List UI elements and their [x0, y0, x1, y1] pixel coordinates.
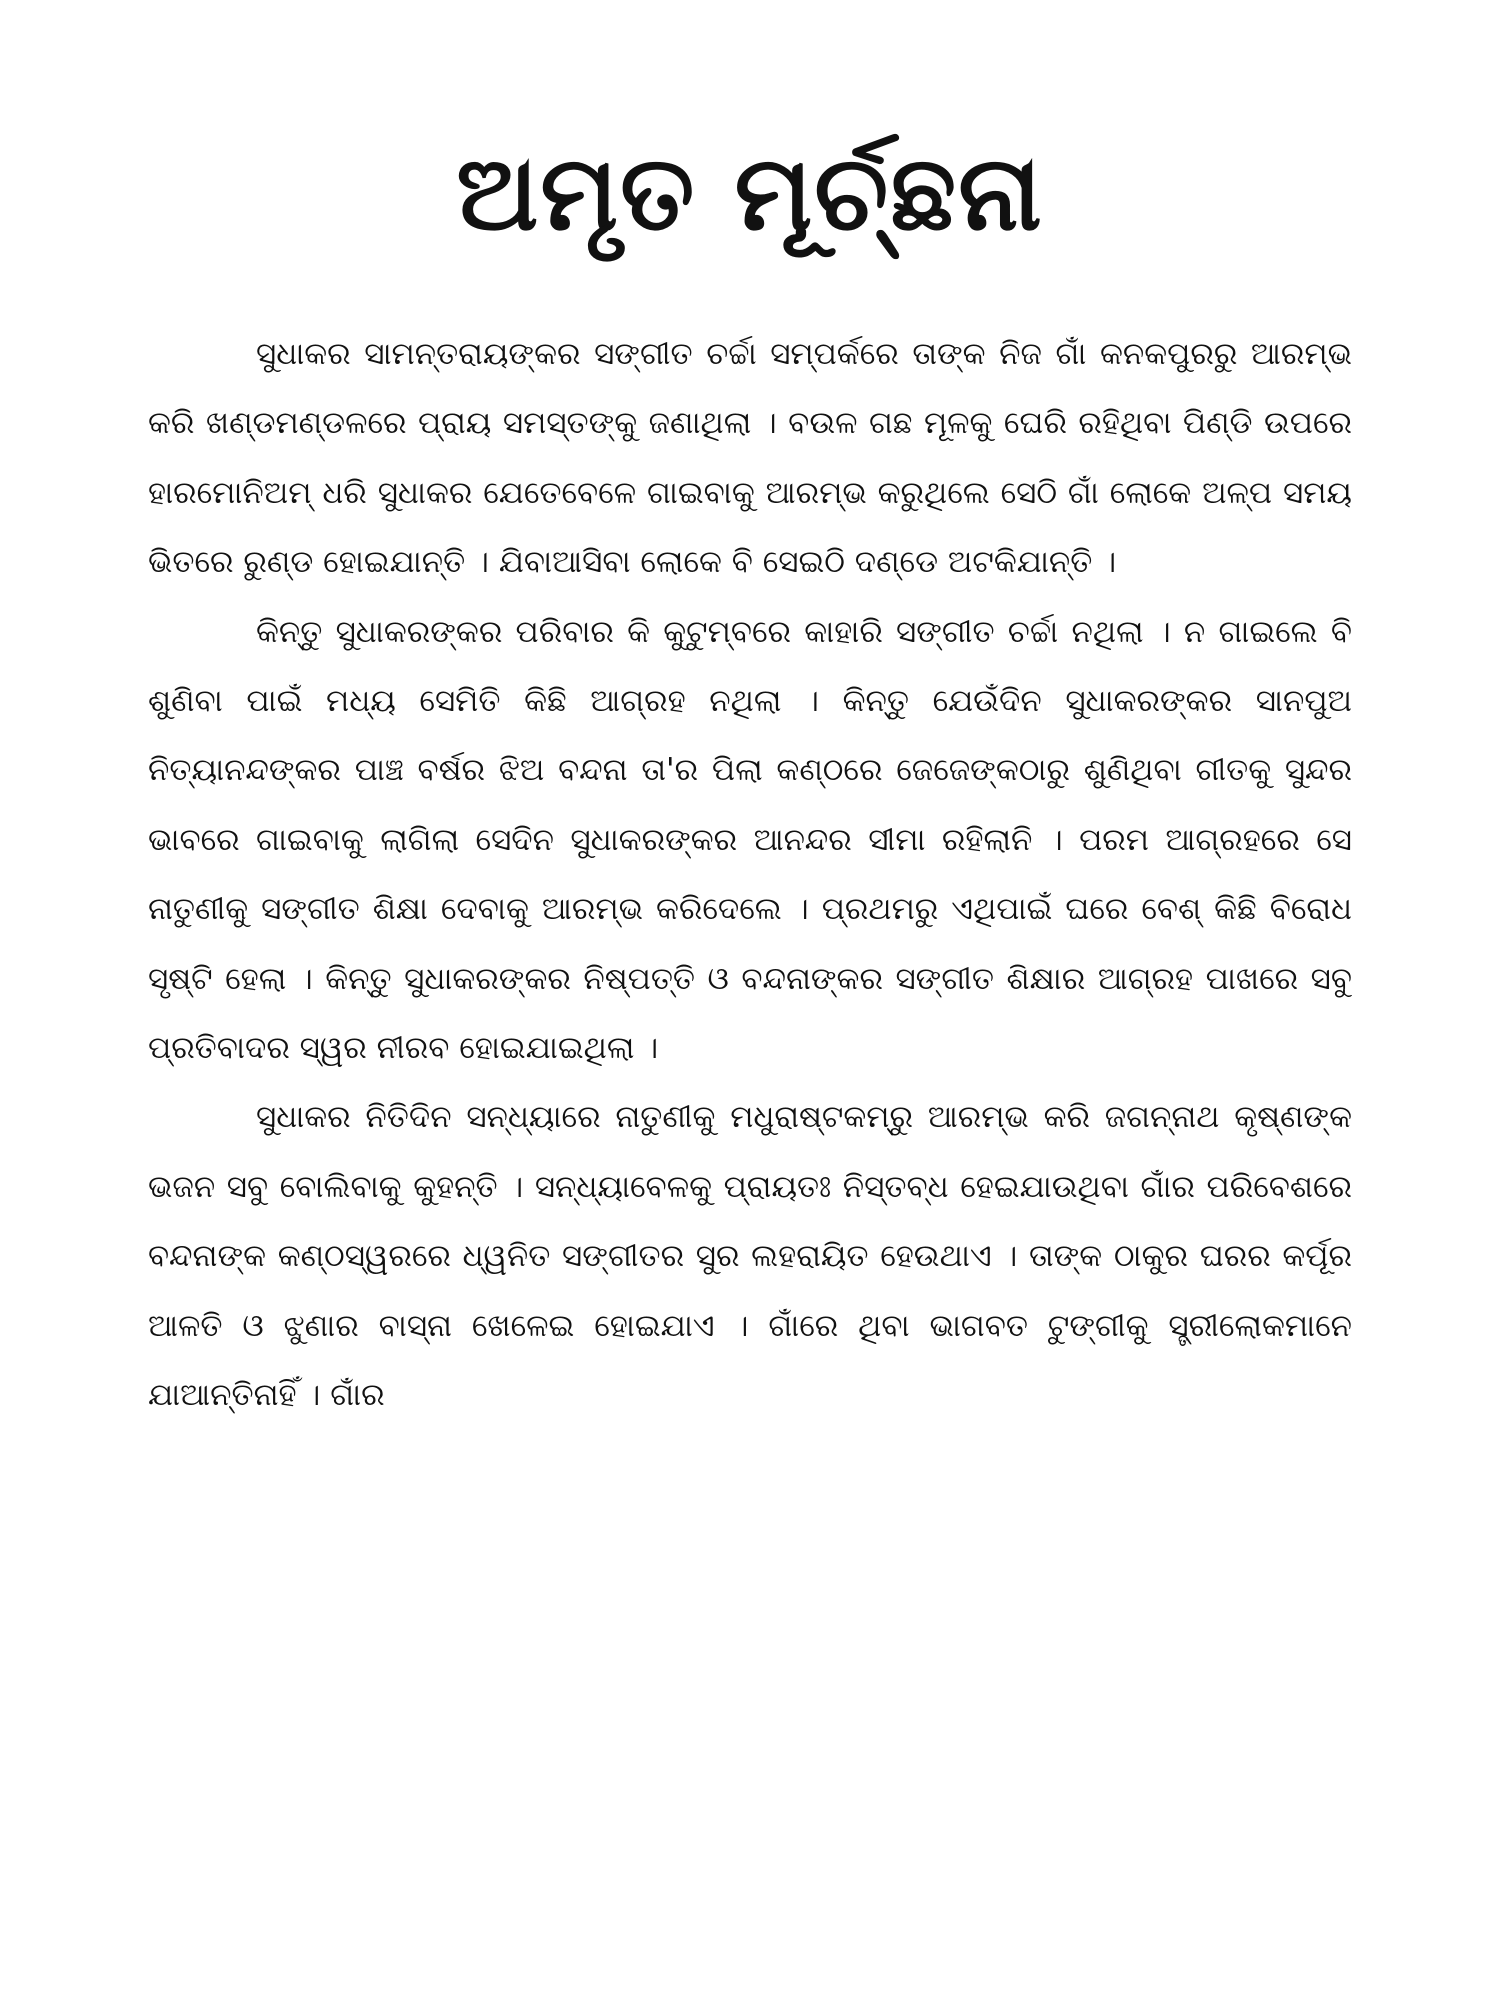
- paragraph-1: ସୁଧାକର ସାମନ୍ତରାୟଙ୍କର ସଙ୍ଗୀତ ଚର୍ଚ୍ଚା ସମ୍ପର୍କରେ ତାଙ୍କ ନିଜ ଗାଁ କନକପୁରରୁ ଆରମ୍ଭ କରି ଖଣ୍ଡମଣ୍ଡଳରେ ପ୍ରାୟ ସମସ୍ତଙ୍କୁ ଜଣାଥିଲା । ବଉଳ ଗଛ ମୂଳକୁ ଘେରି ରହିଥିବା ପିଣ୍ଡି ଉପରେ ହାରମୋନିଅମ୍ ଧରି ସୁଧାକର ଯେତେବେଳେ ଗାଇବାକୁ ଆରମ୍ଭ କରୁଥିଲେ ସେଠି ଗାଁ ଲୋକେ ଅଳ୍ପ ସମୟ ଭିତରେ ରୁଣ୍ଡ ହୋଇଯାନ୍ତି । ଯିବାଆସିବା ଲୋକେ ବି ସେଇଠି ଦଣ୍ଡେ ଅଟକିଯାନ୍ତି ।: [148, 336, 1352, 581]
- page-title: ଅମୃତ ମୂର୍ଚ୍ଛନା: [456, 131, 1044, 254]
- article-body: [148, 320, 1352, 1431]
- paragraph-2: କିନ୍ତୁ ସୁଧାକରଙ୍କର ପରିବାର କି କୁଟୁମ୍ବରେ କାହାରି ସଙ୍ଗୀତ ଚର୍ଚ୍ଚା ନଥିଲା । ନ ଗାଇଲେ ବି ଶୁଣିବା ପାଇଁ ମଧ୍ୟ ସେମିତି କିଛି ଆଗ୍ରହ ନଥିଲା । କିନ୍ତୁ ଯେଉଁଦିନ ସୁଧାକରଙ୍କର ସାନପୁଅ ନିତ୍ୟାନନ୍ଦଙ୍କର ପାଞ୍ଚ ବର୍ଷର ଝିଅ ବନ୍ଦନା ତା'ର ପିଲା କଣ୍ଠରେ ଜେଜେଙ୍କଠାରୁ ଶୁଣିଥିବା ଗୀତକୁ ସୁନ୍ଦର ଭାବରେ ଗାଇବାକୁ ଲାଗିଲା ସେଦିନ ସୁଧାକରଙ୍କର ଆନନ୍ଦର ସୀମା ରହିଲାନି । ପରମ ଆଗ୍ରହରେ ସେ ନାତୁଣୀକୁ ସଙ୍ଗୀତ ଶିକ୍ଷା ଦେବାକୁ ଆରମ୍ଭ କରିଦେଲେ । ପ୍ରଥମରୁ ଏଥିପାଇଁ ଘରେ ବେଶ୍ କିଛି ବିରୋଧ ସୃଷ୍ଟି ହେଲା । କିନ୍ତୁ ସୁଧାକରଙ୍କର ନିଷ୍ପତ୍ତି ଓ ବନ୍ଦନାଙ୍କର ସଙ୍ଗୀତ ଶିକ୍ଷାର ଆଗ୍ରହ ପାଖରେ ସବୁ ପ୍ରତିବାଦର ସ୍ୱର ନୀରବ ହୋଇଯାଇଥିଲା ।: [148, 613, 1352, 1067]
- paragraph-3: ସୁଧାକର ନିତିଦିନ ସନ୍ଧ୍ୟାରେ ନାତୁଣୀକୁ ମଧୁରାଷ୍ଟକମ୍‌ରୁ ଆରମ୍ଭ କରି ଜଗନ୍ନାଥ କୃଷ୍ଣଙ୍କ ଭଜନ ସବୁ ବୋଲିବାକୁ କୁହନ୍ତି । ସନ୍ଧ୍ୟାବେଳକୁ ପ୍ରାୟତଃ ନିସ୍ତବ୍ଧ ହେଇଯାଉଥିବା ଗାଁର ପରିବେଶରେ ବନ୍ଦନାଙ୍କ କଣ୍ଠସ୍ୱରରେ ଧ୍ୱନିତ ସଙ୍ଗୀତର ସୁର ଲହରାୟିତ ହେଉଥାଏ । ତାଙ୍କ ଠାକୁର ଘରର କର୍ପୂର ଆଳତି ଓ ଝୁଣାର ବାସ୍ନା ଖେଳେଇ ହୋଇଯାଏ । ଗାଁରେ ଥିବା ଭାଗବତ ଟୁଙ୍ଗୀକୁ ସ୍ତ୍ରୀଲୋକମାନେ ଯାଆନ୍ତିନାହିଁ । ଗାଁର: [148, 1099, 1352, 1414]
